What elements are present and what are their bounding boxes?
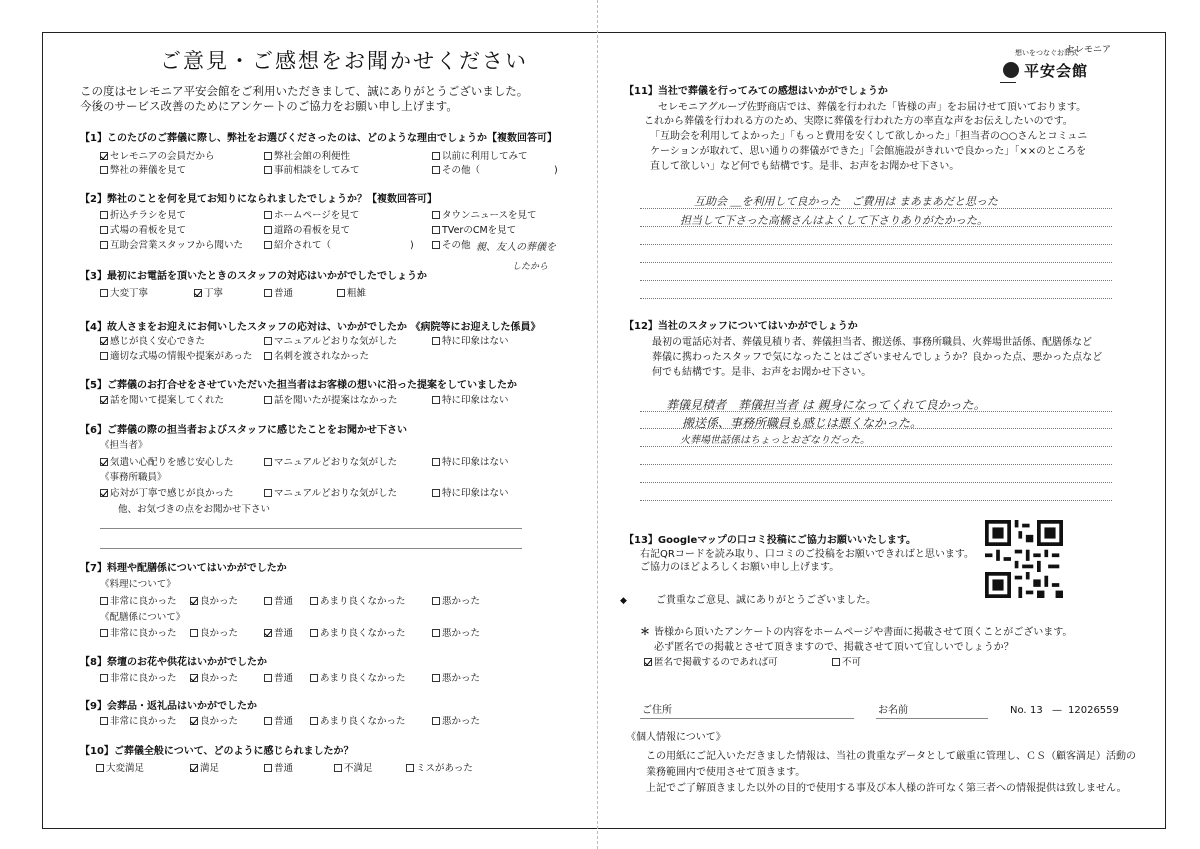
option-label: 悪かった [442, 673, 481, 684]
q4-title: 【4】故人さまをお迎えにお伺いしたスタッフの応対は、いかがでしたか 《病院等にお迎えした係員》 [80, 322, 541, 333]
q7-option[interactable] [264, 596, 293, 608]
q11-title: 【11】当社で葬儀を行ってみての感想はいかがでしょうか [624, 86, 888, 97]
option-label: マニュアルどおりな気がした [274, 336, 398, 347]
checkbox-checked[interactable] [264, 629, 272, 637]
q2-option[interactable] [100, 240, 243, 252]
q3-option[interactable] [337, 288, 366, 300]
q9-option[interactable] [310, 716, 406, 728]
option-label: 式場の看板を見て [110, 225, 187, 236]
q12-handwritten: 火葬場世話係はちょっとおざなりだった。 [680, 435, 870, 446]
q10-option[interactable] [264, 763, 293, 775]
q1-option[interactable] [264, 151, 350, 163]
q7-option[interactable] [310, 628, 406, 640]
checkbox[interactable] [100, 241, 108, 249]
answer-line[interactable] [640, 262, 1112, 263]
q5-option[interactable] [264, 395, 398, 407]
checkbox[interactable] [264, 458, 272, 466]
q2-title: 【2】弊社のことを何を見てお知りになられましたでしょうか？【複数回答可】 [80, 194, 437, 205]
option-label: あまり良くなかった [320, 628, 406, 639]
answer-line[interactable] [640, 428, 1112, 429]
q12-body: 葬儀に携わったスタッフで気になったことはございませんでしょうか？良かった点、悪かった点など [652, 352, 1103, 363]
answer-line[interactable] [100, 528, 522, 529]
checkbox[interactable] [432, 226, 440, 234]
q12-title: 【12】当社のスタッフについてはいかがでしょうか [624, 321, 858, 332]
checkbox[interactable] [264, 166, 272, 174]
checkbox[interactable] [264, 241, 272, 249]
qr-code-icon[interactable] [985, 520, 1063, 598]
q9-option[interactable] [432, 716, 480, 728]
checkbox-checked[interactable] [100, 152, 108, 160]
q6-other-prompt: 他、お気づきの点をお聞かせ下さい [118, 504, 271, 515]
option-label: あまり良くなかった [320, 596, 406, 607]
checkbox[interactable] [310, 674, 318, 682]
option-label: マニュアルどおりな気がした [274, 488, 398, 499]
q8-option[interactable] [310, 673, 406, 685]
answer-line[interactable] [640, 411, 1112, 412]
checkbox[interactable] [432, 211, 440, 219]
option-label: 話を聞いたが提案はなかった [274, 395, 398, 406]
option-label: 良かった [200, 673, 239, 684]
q2-handwritten: したから [512, 262, 549, 272]
privacy-body: この用紙にご記入いただきました情報は、当社の貴重なデータとして厳重に管理し、ＣＳ（顧客満足）活動の [646, 751, 1136, 762]
q6-option[interactable] [432, 457, 509, 469]
q6-option[interactable] [264, 457, 397, 469]
checkbox[interactable] [100, 717, 108, 725]
publish-note: 必ず匿名での掲載とさせて頂きますので、掲載させて頂いて宜しいでしょうか？ [654, 642, 1014, 653]
q8-option[interactable] [100, 673, 177, 685]
q4-option[interactable] [100, 336, 205, 348]
option-label: 非常に良かった [110, 596, 177, 607]
fold-line [597, 0, 598, 849]
checkbox[interactable] [100, 226, 108, 234]
q2-option[interactable] [264, 225, 350, 237]
option-label: 弊社会館の利便性 [274, 151, 351, 162]
option-label: マニュアルどおりな気がした [274, 457, 398, 468]
q2-option[interactable] [432, 225, 516, 237]
intro-line-2: 今後のサービス改善のためにアンケートのご協力をお願い申し上げます。 [80, 99, 458, 113]
option-label: 非常に良かった [110, 673, 177, 684]
q11-handwritten: 互助会 ＿を利用して良かった ご費用は まあまあだと思った [694, 195, 998, 208]
q7-sub-serving: 《配膳係について》 [100, 612, 186, 623]
q10-title: 【10】ご葬儀全般について、どのように感じられましたか？ [80, 746, 354, 757]
checkbox[interactable] [334, 764, 342, 772]
checkbox[interactable] [264, 352, 272, 360]
q12-body: 何でも結構です。是非、お声をお聞かせ下さい。 [652, 367, 872, 378]
checkbox[interactable] [432, 458, 440, 466]
checkbox[interactable] [310, 597, 318, 605]
q10-option[interactable] [96, 763, 144, 775]
checkbox[interactable] [264, 337, 272, 345]
checkbox[interactable] [264, 597, 272, 605]
q1-option[interactable] [432, 151, 528, 163]
checkbox-checked[interactable] [100, 396, 108, 404]
checkbox[interactable] [100, 211, 108, 219]
q12-body: 最初の電話応対者、葬儀見積り者、葬儀担当者、搬送係、事務所職員、火葬場世話係、配膳係など [652, 337, 1092, 348]
checkbox[interactable] [100, 597, 108, 605]
number-label: No. [1010, 705, 1027, 716]
option-label: 折込チラシを見て [110, 210, 187, 221]
q13-body: 右記QRコードを読み取り、口コミのご投稿をお願いできればと思います。 [640, 549, 975, 560]
diamond-icon: ◆ [620, 596, 627, 606]
checkbox[interactable] [832, 658, 840, 666]
answer-line[interactable] [640, 500, 1112, 501]
logo-brand-small: セレモニア [1066, 45, 1112, 55]
checkbox[interactable] [264, 211, 272, 219]
option-label: その他（ [442, 165, 481, 176]
option-label: 適切な式場の情報や提案があった [110, 351, 253, 362]
q3-option[interactable] [100, 288, 148, 300]
checkbox[interactable] [432, 166, 440, 174]
asterisk-icon: ＊ [640, 627, 650, 638]
q3-title: 【3】最初にお電話を頂いたときのスタッフの対応はいかがでしたでしょうか [80, 271, 427, 282]
checkbox[interactable] [100, 352, 108, 360]
option-label: あまり良くなかった [320, 716, 406, 727]
q9-option[interactable] [100, 716, 177, 728]
checkbox-checked[interactable] [190, 764, 198, 772]
checkbox-checked[interactable] [100, 489, 108, 497]
answer-line[interactable] [640, 226, 1112, 227]
privacy-body: 上記でご了解頂きました以外の目的で使用する事及び本人様の許可なく第三者への情報提供は致しません。 [646, 783, 1127, 794]
option-label: 悪かった [442, 628, 481, 639]
checkbox[interactable] [264, 289, 272, 297]
q7-option[interactable] [100, 628, 177, 640]
q9-option[interactable] [264, 716, 293, 728]
checkbox[interactable] [264, 674, 272, 682]
option-label: その他 [442, 240, 471, 251]
q8-option[interactable] [264, 673, 293, 685]
option-label: 満足 [200, 763, 220, 774]
checkbox-checked[interactable] [190, 717, 198, 725]
q2-option[interactable] [100, 225, 186, 237]
option-label: 応対が丁寧で感じが良かった [110, 488, 234, 499]
option-label: 特に印象はない [442, 457, 509, 468]
q2-option[interactable] [264, 240, 331, 252]
q11-body: セレモニアグループ佐野商店では、葬儀を行われた「皆様の声」をお届けせて頂いております。 [658, 102, 1087, 113]
checkbox[interactable] [337, 289, 345, 297]
checkbox[interactable] [432, 674, 440, 682]
number-dash: — [1052, 705, 1062, 716]
checkbox-checked[interactable] [190, 597, 198, 605]
q2-option[interactable] [432, 210, 537, 222]
checkbox-checked[interactable] [190, 674, 198, 682]
option-label: 悪かった [442, 596, 481, 607]
option-label: 普通 [274, 628, 294, 639]
option-label: 事前相談をしてみて [274, 165, 360, 176]
option-label: 普通 [274, 763, 294, 774]
option-label: 非常に良かった [110, 716, 177, 727]
q6-title: 【6】ご葬儀の際の担当者およびスタッフに感じたことをお聞かせ下さい [80, 425, 407, 436]
q1-option[interactable] [264, 165, 360, 177]
checkbox[interactable] [310, 629, 318, 637]
q6-sub-staff: 《担当者》 [100, 440, 148, 451]
thanks-text: ご貴重なご意見、誠にありがとうございました。 [656, 595, 876, 606]
checkbox[interactable] [100, 674, 108, 682]
q9-option[interactable] [190, 716, 238, 728]
option-label: 悪かった [442, 716, 481, 727]
q10-option[interactable] [406, 763, 473, 775]
q5-option[interactable] [432, 395, 509, 407]
publish-note: 皆様から頂いたアンケートの内容をホームページや書面に掲載させて頂くことがございます。 [654, 627, 1073, 638]
q5-title: 【5】ご葬儀のお打合せをさせていただいた担当者はお客様の想いに沿った提案をしていましたか [80, 380, 517, 391]
q7-option[interactable] [264, 628, 293, 640]
option-label: 良かった [200, 716, 239, 727]
q2-option[interactable] [100, 210, 186, 222]
q11-body: 直して欲しい」など何でも結構です。是非、お声をお聞かせ下さい。 [650, 161, 960, 172]
q4-option[interactable] [264, 351, 369, 363]
answer-line[interactable] [640, 208, 1112, 209]
q10-option[interactable] [190, 763, 219, 775]
logo-icon [1003, 62, 1019, 78]
q6-sub-office: 《事務所職員》 [100, 472, 167, 483]
option-label: セレモニアの会員だから [110, 151, 215, 162]
option-label: 感じが良く安心できた [110, 336, 206, 347]
q7-option[interactable] [190, 628, 238, 640]
q7-title: 【7】料理や配膳係についてはいかがでしたか [80, 563, 287, 574]
option-label: 不可 [842, 657, 862, 668]
q11-body: 「互助会を利用してよかった」「もっと費用を安くして欲しかった」「担当者の○○さんとコミュニ [650, 131, 1088, 142]
q10-option[interactable] [334, 763, 373, 775]
name-label: お名前 [878, 705, 908, 716]
option-label: ミスがあった [416, 763, 473, 774]
option-label: 非常に良かった [110, 628, 177, 639]
option-label: あまり良くなかった [320, 673, 406, 684]
q1-title: 【1】このたびのご葬儀に際し、弊社をお選びくださったのは、どのような理由でしょうか【複数回答可】 [80, 133, 557, 144]
q4-option[interactable] [432, 336, 509, 348]
option-label: 特に印象はない [442, 336, 509, 347]
q7-option[interactable] [310, 596, 406, 608]
checkbox[interactable] [264, 717, 272, 725]
checkbox[interactable] [432, 241, 440, 249]
q8-title: 【8】祭壇のお花や供花はいかがでしたか [80, 657, 267, 668]
answer-line[interactable] [640, 446, 1112, 447]
q5-option[interactable] [100, 395, 224, 407]
q11-body: これから葬儀を行われる方のため、実際に葬儀を行われた方の率直な声をお伝えしたいのです。 [644, 116, 1073, 127]
option-label: 互助会営業スタッフから聞いた [110, 240, 244, 251]
address-label: ご住所 [642, 705, 672, 716]
q13-title: 【13】Googleマップの口コミ投稿にご協力お願いいたします。 [624, 535, 917, 546]
option-label: 名刺を渡されなかった [274, 351, 370, 362]
answer-line[interactable] [640, 280, 1112, 281]
answer-line[interactable] [640, 482, 1112, 483]
option-label: 話を聞いて提案してくれた [110, 395, 225, 406]
option-label: 良かった [200, 628, 239, 639]
q7-option[interactable] [100, 596, 177, 608]
checkbox[interactable] [264, 764, 272, 772]
checkbox[interactable] [432, 489, 440, 497]
option-label: タウンニュースを見て [442, 210, 537, 221]
q3-option[interactable] [264, 288, 293, 300]
q1-option[interactable] [100, 151, 215, 163]
option-label: 良かった [200, 596, 239, 607]
checkbox[interactable] [190, 629, 198, 637]
option-label: 大変丁寧 [110, 288, 149, 299]
checkbox[interactable] [264, 396, 272, 404]
checkbox-checked[interactable] [194, 289, 202, 297]
checkbox-checked[interactable] [100, 337, 108, 345]
answer-line[interactable] [100, 548, 522, 549]
page-title: ご意見・ご感想をお聞かせください [160, 49, 528, 73]
intro-line-1: この度はセレモニア平安会館をご利用いただきまして、誠にありがとうございました。 [80, 84, 529, 98]
option-label: 特に印象はない [442, 395, 509, 406]
q6-option[interactable] [432, 488, 509, 500]
checkbox[interactable] [432, 629, 440, 637]
option-label: 特に印象はない [442, 488, 509, 499]
option-label: 気遣い心配りを感じ安心した [110, 457, 234, 468]
q7-option[interactable] [190, 596, 238, 608]
checkbox[interactable] [264, 152, 272, 160]
q1-option[interactable] [100, 165, 186, 177]
q9-title: 【9】会葬品・返礼品はいかがでしたか [80, 701, 257, 712]
checkbox[interactable] [432, 337, 440, 345]
option-label: 普通 [274, 673, 294, 684]
publish-option[interactable] [832, 657, 861, 669]
checkbox[interactable] [100, 166, 108, 174]
checkbox[interactable] [96, 764, 104, 772]
checkbox[interactable] [100, 629, 108, 637]
checkbox-checked[interactable] [644, 658, 652, 666]
checkbox[interactable] [100, 289, 108, 297]
option-label: 普通 [274, 716, 294, 727]
q11-handwritten: 担当して下さった高橋さんはよくして下さりありがたかった。 [680, 214, 988, 227]
q2-option[interactable] [264, 210, 359, 222]
q4-option[interactable] [264, 336, 397, 348]
q7-sub-food: 《料理について》 [100, 579, 176, 590]
checkbox[interactable] [432, 396, 440, 404]
checkbox[interactable] [432, 717, 440, 725]
q7-option[interactable] [432, 628, 480, 640]
option-label: 大変満足 [106, 763, 145, 774]
q6-option[interactable] [100, 488, 234, 500]
option-label: 以前に利用してみて [442, 151, 528, 162]
option-label: 道路の看板を見て [274, 225, 351, 236]
privacy-body: 業務範囲内で使用させて頂きます。 [646, 767, 806, 778]
q6-option[interactable] [100, 457, 234, 469]
q13-body: ご協力のほどよろしくお願い申し上げます。 [640, 562, 840, 573]
answer-line[interactable] [640, 298, 1112, 299]
option-label: TVerのCMを見て [442, 225, 517, 236]
option-label: 不満足 [344, 763, 373, 774]
answer-line[interactable] [640, 464, 1112, 465]
checkbox[interactable] [264, 489, 272, 497]
option-label: 弊社の葬儀を見て [110, 165, 187, 176]
checkbox[interactable] [432, 152, 440, 160]
q2-other-close: ) [410, 240, 414, 251]
option-label: 匿名で掲載するのであれば可 [654, 657, 778, 668]
publish-option[interactable] [644, 657, 778, 669]
logo-brand: 平安会館 [1024, 62, 1089, 80]
checkbox[interactable] [406, 764, 414, 772]
receipt-code: 12026559 [1068, 705, 1119, 716]
option-label: ホームページを見て [274, 210, 360, 221]
number-value: 13 [1030, 705, 1043, 716]
address-field[interactable] [640, 718, 854, 719]
q1-option[interactable] [432, 165, 480, 177]
name-field[interactable] [876, 718, 988, 719]
checkbox[interactable] [264, 226, 272, 234]
option-label: 普通 [274, 596, 294, 607]
option-label: 粗雑 [347, 288, 367, 299]
q3-option[interactable] [194, 288, 223, 300]
option-label: 紹介されて（ [274, 240, 332, 251]
q1-other-close: ) [554, 165, 558, 176]
q11-body: ケーションが取れて、思い通りの葬儀ができた」「会館施設がきれいで良かった」「××のところを [650, 146, 1087, 157]
logo-tagline: 想いをつなぐお葬式 [1015, 49, 1078, 57]
checkbox[interactable] [432, 597, 440, 605]
option-label: 丁寧 [204, 288, 224, 299]
checkbox[interactable] [310, 717, 318, 725]
q8-option[interactable] [432, 673, 480, 685]
q4-option[interactable] [100, 351, 252, 363]
q6-option[interactable] [264, 488, 397, 500]
answer-line[interactable] [640, 244, 1112, 245]
q7-option[interactable] [432, 596, 480, 608]
q2-option[interactable] [432, 240, 471, 252]
q12-handwritten: 葬儀見積者 葬儀担当者 は 親身になってくれて良かった。 [666, 398, 986, 412]
privacy-title: 《個人情報について》 [626, 732, 726, 743]
checkbox-checked[interactable] [100, 458, 108, 466]
q2-handwritten: 親、友人の葬儀を [476, 242, 556, 253]
option-label: 普通 [274, 288, 294, 299]
q12-handwritten: 搬送係、事務所職員も感じは悪くなかった。 [682, 416, 923, 430]
q8-option[interactable] [190, 673, 238, 685]
logo-underline [1000, 82, 1016, 83]
